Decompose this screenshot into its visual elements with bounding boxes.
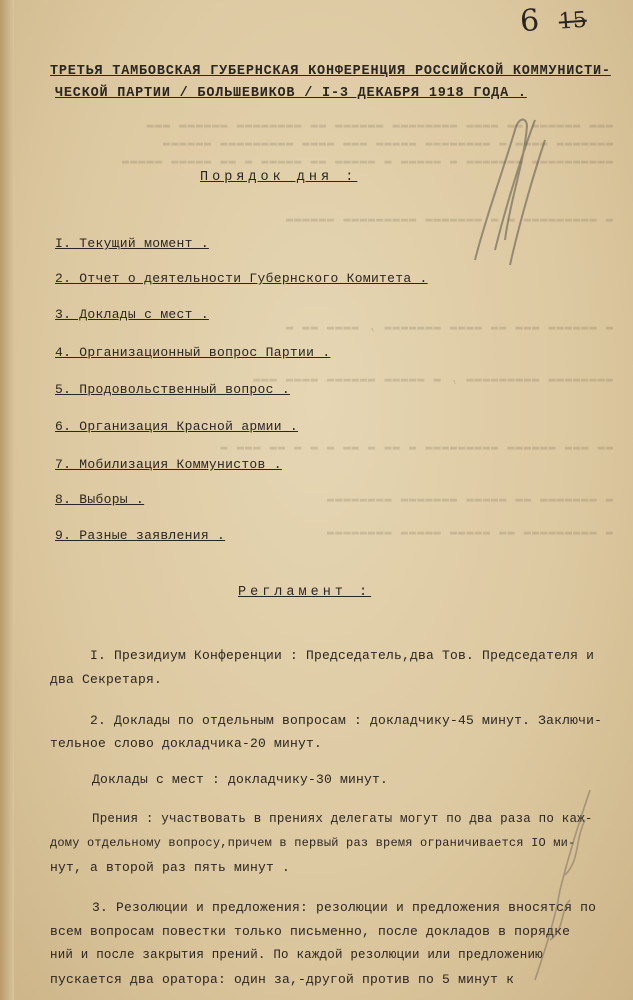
bleed-through-text: ▬ ▬▬▬▬▬▬▬ ▬▬ ▬▬▬▬▬ ▬▬▬▬▬▬▬ ▬▬▬▬▬▬▬▬ [325,492,613,506]
regulations-paragraph-line: два Секретаря. [50,672,163,687]
bleed-through-text: ▬▬▬▬▬▬▬▬ ▬▬▬▬▬▬▬▬▬ , ▬ ▬▬▬▬▬ ▬▬▬▬▬▬ ▬▬▬▬ ▬▬▬ [252,372,613,386]
struck-page-number: 15 [557,7,588,35]
page-binding-edge [0,0,14,1000]
handwritten-note [520,780,610,990]
regulations-paragraph-line: Прения : участвовать в прениях делегаты могут по два раза по каж- [92,812,593,826]
regulations-paragraph-line: I. Президиум Конференции : Председатель,два Тов. Председателя и [90,648,595,663]
regulations-paragraph-line: 3. Резолюции и предложения: резолюции и предложения вносятся по [92,900,597,915]
bleed-through-text: ▬ ▬▬▬▬▬▬▬▬▬ ▬▬ ▬▬▬▬▬ ▬▬▬▬▬ ▬▬▬▬▬▬▬▬ [325,525,613,539]
bleed-through-text: ▬▬▬▬▬▬▬ ▬▬▬▬ ▬ ▬▬▬▬▬▬▬▬ ▬▬▬▬▬ ▬▬▬ ▬▬▬▬ ▬▬▬▬▬▬▬▬▬ ▬▬▬▬▬▬ [161,136,613,150]
regulations-paragraph-line: ний и после закрытия прений. По каждой резолюции или предложению [50,948,543,962]
document-title-line-2: ЧЕСКОЙ ПАРТИИ / БОЛЬШЕВИКОВ / I-3 ДЕКАБРЯ 1918 ГОДА . [55,86,527,101]
bleed-through-text: ▬ ▬▬▬▬▬▬ ▬▬▬ ▬▬ ▬▬▬▬ ▬▬▬▬▬▬▬ , ▬▬▬▬ ▬▬ ▬ [284,320,613,334]
bleed-through-text: ▬ ▬▬▬▬▬▬▬▬▬ ▬ ▬ ▬▬▬▬▬▬▬ ▬▬▬▬▬▬▬▬▬ ▬▬▬▬▬▬ [284,212,613,226]
regulations-heading: Регламент : [238,585,372,600]
regulations-paragraph-line: 2. Доклады по отдельным вопросам : докладчику-45 минут. Заключи- [90,713,603,728]
page-number: 6 [518,3,541,40]
regulations-paragraph-line: Доклады с мест : докладчику-30 минут. [92,772,389,787]
handwritten-signature [455,100,555,270]
agenda-item: 4. Организационный вопрос Партии . [55,345,331,360]
regulations-paragraph-line: всем вопросам повестки только письменно, после докладов в порядке [50,924,571,939]
agenda-item: 8. Выборы . [55,492,145,507]
agenda-item: 7. Мобилизация Коммунистов . [55,457,282,472]
regulations-paragraph-line: тельное слово докладчика-20 минут. [50,736,323,751]
agenda-heading: Порядок дня : [200,170,358,185]
agenda-item: 3. Доклады с мест . [55,307,209,322]
agenda-item: I. Текущий момент . [55,236,209,251]
agenda-item: 9. Разные заявления . [55,528,226,543]
bleed-through-text: ▬▬ ▬▬▬ ▬▬▬▬▬▬ ▬▬▬▬▬▬▬▬▬ ▬ ▬▬ ▬ ▬▬ ▬ ▬ ▬ ▬▬ ▬▬▬ ▬ [219,440,613,454]
document-title-line-1: ТРЕТЬЯ ТАМБОВСКАЯ ГУБЕРНСКАЯ КОНФЕРЕНЦИЯ РОССИЙСКОЙ КОММУНИСТИ- [50,64,611,79]
agenda-item: 5. Продовольственный вопрос . [55,382,290,397]
regulations-paragraph-line: пускается два оратора: один за,-другой против по 5 минут к [50,972,515,987]
archive-page-number [519,0,588,39]
regulations-paragraph-line: дому отдельному вопросу,причем в первый раз время ограничивается IO ми- [50,836,576,850]
regulations-paragraph-line: нут, а второй раз пять минут . [50,860,291,875]
agenda-item: 2. Отчет о деятельности Губернского Комитета . [55,271,428,286]
bleed-through-text: ▬▬▬ ▬▬▬▬▬▬ ▬▬ ▬▬▬▬ ▬▬▬▬▬▬▬▬ ▬▬▬▬▬▬ ▬▬ ▬▬▬▬▬▬▬▬ ▬▬▬▬▬▬ ▬▬▬ [145,118,613,132]
bleed-through-text: ▬▬▬▬▬▬▬▬▬▬ ▬▬▬▬▬▬▬ ▬ ▬▬▬▬▬ ▬ ▬▬▬▬▬ ▬▬ ▬▬▬▬▬ ▬ ▬▬ ▬▬▬▬▬ ▬▬▬▬▬ [120,154,613,168]
agenda-item: 6. Организация Красной армии . [55,419,299,434]
